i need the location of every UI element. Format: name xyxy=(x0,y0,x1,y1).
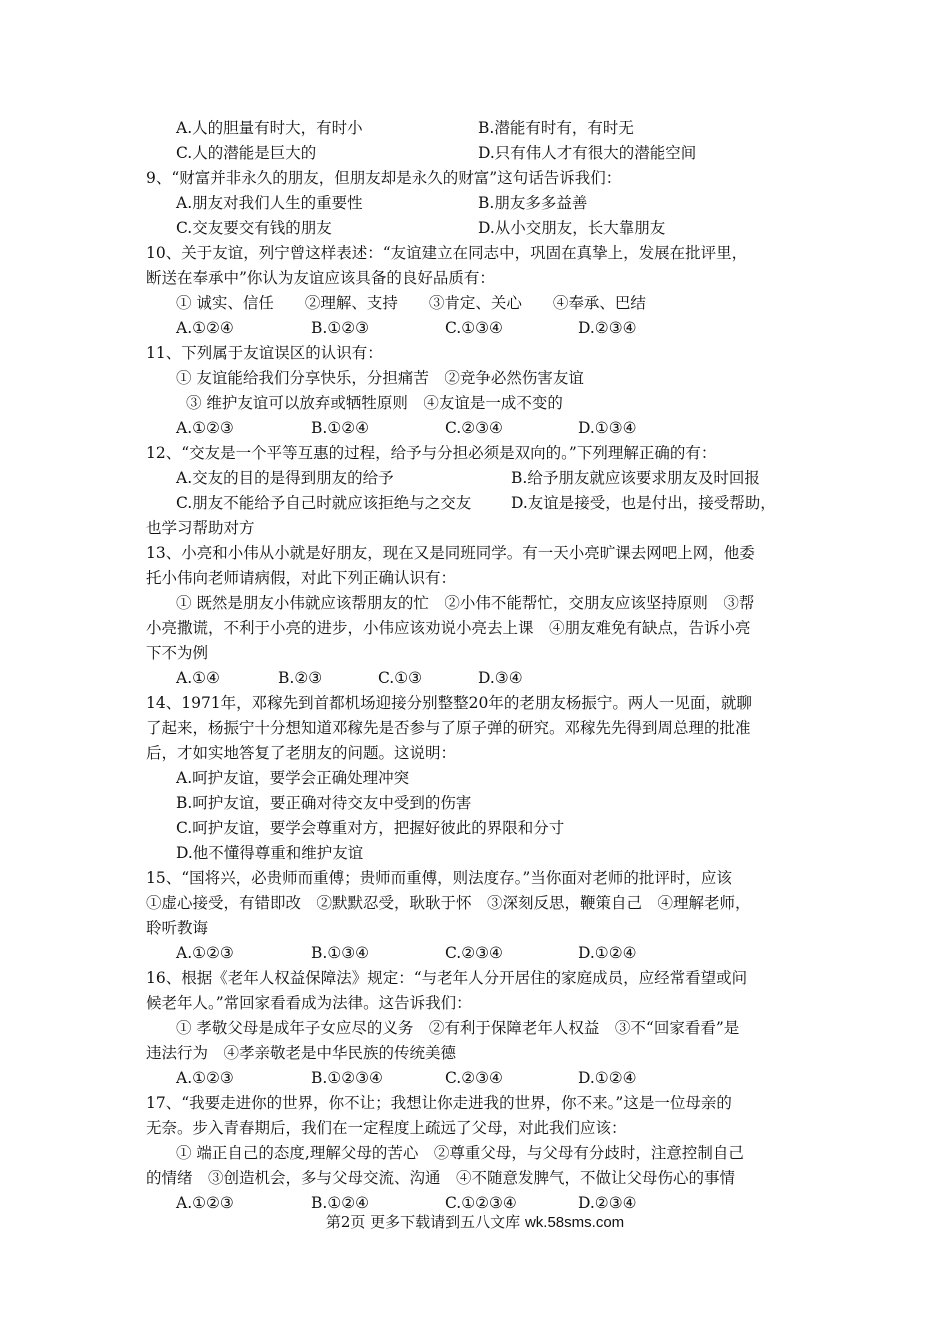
q13-stem-line2: 托小伟向老师请病假，对此下列正确认识有： xyxy=(146,569,457,587)
q13-items-line2: 小亮撒谎，不利于小亮的进步，小伟应该劝说小亮去上课 ④朋友难免有缺点，告诉小亮 xyxy=(146,619,751,637)
q9-option-b: B.朋友多多益善 xyxy=(478,194,588,212)
q11-stem: 11、下列属于友谊误区的认识有： xyxy=(146,344,383,362)
q9-option-c: C.交友要交有钱的朋友 xyxy=(176,219,332,237)
q17-items-line1: ① 端正自己的态度,理解父母的苦心 ②尊重父母，与父母有分歧时，注意控制自己 xyxy=(176,1144,744,1162)
q16-stem-line2: 候老年人。”常回家看看成为法律。这告诉我们： xyxy=(146,994,472,1012)
q12-option-c: C.朋友不能给予自己时就应该拒绝与之交友 xyxy=(176,494,472,512)
q14-option-b: B.呵护友谊，要正确对待交友中受到的伤害 xyxy=(176,794,472,812)
q17-option-d: D.②③④ xyxy=(578,1194,637,1212)
q16-option-d: D.①②④ xyxy=(578,1069,637,1087)
q9-option-d: D.从小交朋友，长大靠朋友 xyxy=(478,219,666,237)
q11-items-line2: ③ 维护友谊可以放弃或牺牲原则 ④友谊是一成不变的 xyxy=(186,394,563,412)
page-footer xyxy=(0,1211,950,1234)
q16-items-line2: 违法行为 ④孝亲敬老是中华民族的传统美德 xyxy=(146,1044,457,1062)
q17-stem-line2: 无奈。步入青春期后，我们在一定程度上疏远了父母，对此我们应该： xyxy=(146,1119,627,1137)
q13-option-c: C.①③ xyxy=(378,669,423,687)
q16-option-b: B.①②③④ xyxy=(311,1069,383,1087)
q12-option-d-continued: 也学习帮助对方 xyxy=(146,519,255,537)
q14-option-c: C.呵护友谊，要学会尊重对方，把握好彼此的界限和分寸 xyxy=(176,819,565,837)
q12-option-b: B.给予朋友就应该要求朋友及时回报 xyxy=(511,469,760,487)
q10-items: ① 诚实、信任 ②理解、支持 ③肯定、关心 ④奉承、巴结 xyxy=(176,294,646,312)
q13-option-b: B.②③ xyxy=(278,669,323,687)
q11-items-line1: ① 友谊能给我们分享快乐，分担痛苦 ②竞争必然伤害友谊 xyxy=(176,369,584,387)
q15-option-a: A.①②③ xyxy=(176,944,234,962)
q14-stem-line1: 14、1971年，邓稼先到首都机场迎接分别整整20年的老朋友杨振宁。两人一见面，就聊 xyxy=(146,694,752,712)
footer-page-number: 第2页 xyxy=(325,1213,366,1231)
q14-stem-line3: 后，才如实地答复了老朋友的问题。这说明： xyxy=(146,744,457,762)
q15-stem-line1: 15、“国将兴，必贵师而重傅；贵师而重傅，则法度存。”当你面对老师的批评时，应该 xyxy=(146,869,732,887)
q10-option-a: A.①②④ xyxy=(176,319,234,337)
q17-stem-line1: 17、“我要走进你的世界，你不让；我想让你走进我的世界，你不来。”这是一位母亲的 xyxy=(146,1094,732,1112)
q14-option-a: A.呵护友谊，要学会正确处理冲突 xyxy=(176,769,410,787)
q14-option-d: D.他不懂得尊重和维护友谊 xyxy=(176,844,364,862)
q13-option-d: D.③④ xyxy=(478,669,523,687)
q15-stem-line3: 聆听教诲 xyxy=(146,919,209,937)
q17-option-c: C.①②③④ xyxy=(445,1194,517,1212)
q9-option-a: A.朋友对我们人生的重要性 xyxy=(176,194,363,212)
q11-option-c: C.②③④ xyxy=(445,419,503,437)
q11-option-a: A.①②③ xyxy=(176,419,234,437)
q13-items-line1: ① 既然是朋友小伟就应该帮朋友的忙 ②小伟不能帮忙，交朋友应该坚持原则 ③帮 xyxy=(176,594,755,612)
q17-option-b: B.①②④ xyxy=(311,1194,370,1212)
q14-stem-line2: 了起来，杨振宁十分想知道邓稼先是否参与了原子弹的研究。邓稼先先得到周总理的批准 xyxy=(146,719,751,737)
q16-option-a: A.①②③ xyxy=(176,1069,234,1087)
q11-option-b: B.①②④ xyxy=(311,419,370,437)
q10-stem-line1: 10、关于友谊，列宁曾这样表述：“友谊建立在同志中，巩固在真挚上，发展在批评里， xyxy=(146,244,748,262)
q9-stem: 9、“财富并非永久的朋友，但朋友却是永久的财富”这句话告诉我们： xyxy=(146,169,622,187)
q15-stem-line2: ①虚心接受，有错即改 ②默默忍受，耿耿于怀 ③深刻反思，鞭策自己 ④理解老师， xyxy=(146,894,751,912)
q10-option-b: B.①②③ xyxy=(311,319,370,337)
q8-option-c: C.人的潜能是巨大的 xyxy=(176,144,317,162)
q12-option-d: D.友谊是接受，也是付出，接受帮助， xyxy=(511,494,776,512)
q8-option-a: A.人的胆量有时大，有时小 xyxy=(176,119,363,137)
q8-option-d: D.只有伟人才有很大的潜能空间 xyxy=(478,144,697,162)
q11-option-d: D.①③④ xyxy=(578,419,637,437)
q16-items-line1: ① 孝敬父母是成年子女应尽的义务 ②有利于保障老年人权益 ③不“回家看看”是 xyxy=(176,1019,740,1037)
q13-items-line3: 下不为例 xyxy=(146,644,209,662)
q16-option-c: C.②③④ xyxy=(445,1069,503,1087)
q13-option-a: A.①④ xyxy=(176,669,220,687)
q8-option-b: B.潜能有时有，有时无 xyxy=(478,119,634,137)
q10-option-c: C.①③④ xyxy=(445,319,503,337)
q10-option-d: D.②③④ xyxy=(578,319,637,337)
footer-download-text: 更多下载请到五八文库 xyxy=(370,1213,521,1231)
q10-stem-line2: 断送在奉承中”你认为友谊应该具备的良好品质有： xyxy=(146,269,495,287)
q17-option-a: A.①②③ xyxy=(176,1194,234,1212)
q12-stem: 12、“交友是一个平等互惠的过程，给予与分担必须是双向的。”下列理解正确的有： xyxy=(146,444,717,462)
q15-option-c: C.②③④ xyxy=(445,944,503,962)
q15-option-b: B.①③④ xyxy=(311,944,370,962)
footer-url[interactable]: wk.58sms.com xyxy=(524,1214,625,1231)
q15-option-d: D.①②④ xyxy=(578,944,637,962)
q13-stem-line1: 13、小亮和小伟从小就是好朋友，现在又是同班同学。有一天小亮旷课去网吧上网，他委 xyxy=(146,544,755,562)
q17-items-line2: 的情绪 ③创造机会，多与父母交流、沟通 ④不随意发脾气，不做让父母伤心的事情 xyxy=(146,1169,736,1187)
q16-stem-line1: 16、根据《老年人权益保障法》规定：“与老年人分开居住的家庭成员，应经常看望或问 xyxy=(146,969,748,987)
q12-option-a: A.交友的目的是得到朋友的给予 xyxy=(176,469,394,487)
